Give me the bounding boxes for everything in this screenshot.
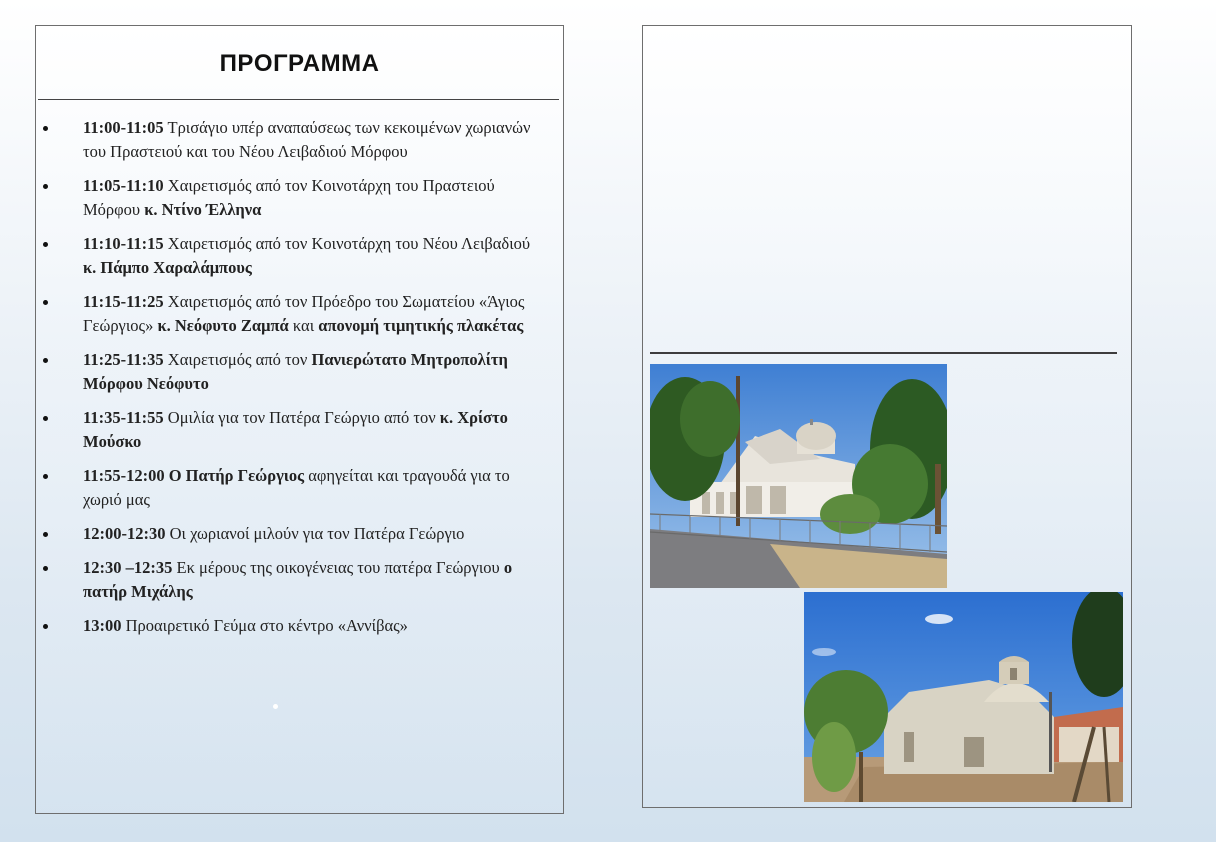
photos-panel (642, 25, 1132, 808)
item-speaker: κ. Νεόφυτο Ζαμπά (157, 316, 289, 335)
item-speaker: κ. Πάμπο Χαραλάμπους (83, 258, 252, 277)
item-award: απονομή τιμητικής πλακέτας (318, 316, 524, 335)
program-item (36, 290, 556, 338)
program-item (36, 232, 556, 280)
item-text: Προαιρετικό Γεύμα στο κέντρο «Αννίβας» (121, 616, 408, 635)
decorative-dot (273, 704, 278, 709)
item-text: Εκ μέρους της οικογένειας του πατέρα Γεώργιου (172, 558, 504, 577)
item-text: Οι χωριανοί μιλούν για τον Πατέρα Γεώργιο (165, 524, 465, 543)
item-time: 12:30 –12:35 (83, 558, 173, 577)
program-item (36, 116, 556, 164)
item-time: 11:55-12:00 (83, 466, 165, 485)
item-speaker: κ. Χρίστο Μούσκο (83, 408, 508, 451)
program-item (36, 464, 556, 512)
program-item (36, 348, 556, 396)
program-panel (35, 25, 564, 814)
program-item (36, 522, 556, 546)
church-photo-modern (650, 364, 947, 588)
item-speaker: κ. Ντίνο Έλληνα (144, 200, 262, 219)
item-text-connector: και (288, 316, 319, 335)
title-divider (38, 99, 559, 100)
item-text: Ομιλία για τον Πατέρα Γεώργιο από τον (163, 408, 440, 427)
item-time: 11:15-11:25 (83, 292, 164, 311)
item-time: 11:00-11:05 (83, 118, 164, 137)
item-time: 11:35-11:55 (83, 408, 164, 427)
item-text: Τρισάγιο υπέρ αναπαύσεως των κεκοιμένων χωριανών του Πραστειού και του Νέου Λειβαδιού Μόρφου (83, 118, 531, 161)
program-item (36, 614, 556, 638)
church-photo-old-chapel (804, 592, 1123, 802)
program-item (36, 556, 556, 604)
item-time: 11:10-11:15 (83, 234, 164, 253)
program-item (36, 406, 556, 454)
program-title: ΠΡΟΓΡΑΜΜΑ (219, 50, 380, 77)
program-list (36, 116, 556, 648)
item-text: Χαιρετισμός από τον Κοινοτάρχη του Νέου Λειβαδιού (163, 234, 531, 253)
item-text: Χαιρετισμός από τον Κοινοτάρχη του Πραστειού Μόρφου (83, 176, 495, 219)
item-text: αφηγείται και τραγουδά για το χωριό μας (83, 466, 510, 509)
item-text: Χαιρετισμός από τον Πρόεδρο του Σωματείου «Άγιος Γεώργιος» (83, 292, 525, 335)
program-item (36, 174, 556, 222)
item-speaker: ο πατήρ Μιχάλης (83, 558, 513, 601)
item-time: 11:25-11:35 (83, 350, 164, 369)
item-time: 11:05-11:10 (83, 176, 164, 195)
item-time: 13:00 (83, 616, 122, 635)
item-speaker: Ο Πατήρ Γεώργιος (164, 466, 305, 485)
section-divider (650, 352, 1117, 354)
item-speaker: Πανιερώτατο Μητροπολίτη Μόρφου Νεόφυτο (83, 350, 508, 393)
item-time: 12:00-12:30 (83, 524, 166, 543)
item-text: Χαιρετισμός από τον (163, 350, 312, 369)
